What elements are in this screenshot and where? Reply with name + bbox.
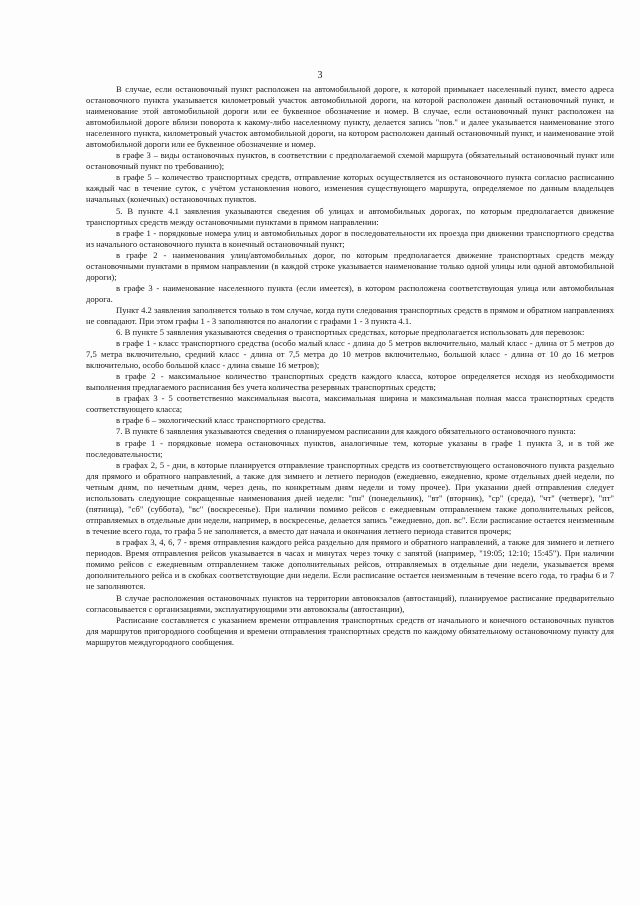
paragraph: в графе 3 – виды остановочных пунктов, в соответствии с предполагаемой схемой маршрута (обязательный остановочный пункт или остановочный пункт по требованию); [86,150,614,172]
paragraph: в графе 1 - порядковые номера остановочных пунктов, аналогичные тем, которые указаны в графе 1 пункта 3, и в той же последовательности; [86,437,614,459]
paragraph: 6. В пункте 5 заявления указываются сведения о транспортных средствах, которые предполагается использовать для перевозок: [116,327,585,338]
paragraph: в графе 2 - максимальное количество транспортных средств каждого класса, которое определяется исходя из необходимости выполнения предлагаемого расписания без учета количества резервных транспортных средств; [86,371,614,393]
paragraph: В случае, если остановочный пункт расположен на автомобильной дороге, к которой примыкает населенный пункт, вместо адреса остановочного пункта указывается километровый участок автомобильной дороги, на которой расположен данный остановочный пункт, и наименование этой автомобильной дороги или ее буквенное обозначение и номер. В случае, если остановочный пункт расположен на автомобильной дороге вблизи поворота к какому-либо населенному пункту, делается запись "пов." и далее указывается наименование этого населенного пункта, километровый участок автомобильной дороги, на котором расположен данный остановочный пункт, и наименование этой автомобильной дороги или ее буквенное обозначение и номер. [86,84,614,150]
paragraph: 5. В пункте 4.1 заявления указываются сведения об улицах и автомобильных дорогах, по которым предполагается движение транспортных средств между остановочными пунктами в прямом направлении: [86,205,614,227]
paragraph: в графах 2, 5 - дни, в которые планируется отправление транспортных средств из соответствующего остановочного пункта раздельно для прямого и обратного направлений, а также для зимнего и летнего периодов (ежедневно, ежедневно, кроме отдельных дней недели, по четным дням, по нечетным дням, через день, по конкретным дням недели и тому прочее). При указании дней отправления следует использовать следующие сокращенные наименования дней недели: "пн" (понедельник), "вт" (вторник), "ср" (среда), "чт" (четверг), "пт" (пятница), "сб" (суббота), "вс" (воскресенье). При наличии помимо рейсов с ежедневным отправлением также дополнительных рейсов, отправляемых в отдельные дни недели, например, в воскресенье, делается запись "ежедневно, доп. вс". Если расписание остается неизменным в течение всего года, то графа 5 не заполняется, а вместо дат начала и окончания летнего периода ставится прочерк; [86,459,614,536]
paragraph: Пункт 4.2 заявления заполняется только в том случае, когда пути следования транспортных средств в прямом и обратном направлениях не совпадают. При этом графы 1 - 3 заполняются по аналогии с графами 1 - 3 пункта 4.1. [86,304,614,326]
paragraph: в графе 5 – количество транспортных средств, отправление которых осуществляется из остановочного пункта согласно расписанию каждый час в течение суток, с учётом установления нового, изменения существующего маршрута, определяемое по данным владельцев начальных (конечных) остановочных пунктов. [86,172,614,205]
paragraph: в графе 1 - порядковые номера улиц и автомобильных дорог в последовательности их проезда при движении транспортного средства из начального остановочного пункта в конечный остановочный пункт; [86,227,614,249]
page-number: 3 [317,70,323,81]
paragraph: в графах 3, 4, 6, 7 - время отправления каждого рейса раздельно для прямого и обратного направлений, а также для зимнего и летнего периодов. Время отправления рейсов указывается в часах и минутах через точку с запятой (например, "19:05; 12:10; 15:45"). При наличии помимо рейсов с ежедневным отправлением также дополнительных рейсов, отправляемых в отдельные дни недели, указывается время дополнительного рейса и в скобках соответствующие дни недели. Если расписание остается неизменным в течение всего года, то графы 6 и 7 не заполняются. [86,536,614,592]
paragraph: Расписание составляется с указанием времени отправления транспортных средств от начального и конечного остановочных пунктов для маршрутов пригородного сообщения и времени отправления транспортных средств по каждому обязательному остановочному пункту для маршрутов междугородного сообщения. [86,615,614,648]
paragraph: в графах 3 - 5 соответственно максимальная высота, максимальная ширина и максимальная полная масса транспортных средств соответствующего класса; [86,393,614,415]
paragraph: в графе 3 - наименование населенного пункта (если имеется), в котором расположена соответствующая улица или автомобильная дорога. [86,282,614,304]
paragraph: в графе 2 - наименования улиц/автомобильных дорог, по которым предполагается движение транспортных средств между остановочными пунктами в прямом направлении (в каждой строке указывается наименование только одной улицы или одной автомобильной дороги); [86,249,614,282]
paragraph: в графе 1 - класс транспортного средства (особо малый класс - длина до 5 метров включительно, малый класс - длина от 5 метров до 7,5 метра включительно, средний класс - длина от 7,5 метра до 10 метров включительно, большой класс - длина от 10 до 16 метров включительно, особо большой класс - длина свыше 16 метров); [86,338,614,371]
paragraph: В случае расположения остановочных пунктов на территории автовокзалов (автостанций), планируемое расписание предварительно согласовывается с организациями, эксплуатирующими эти автовокзалы (автостанции), [86,593,614,615]
paragraph: 7. В пункте 6 заявления указываются сведения о планируемом расписании для каждого обязательного остановочного пункта: [116,426,576,437]
paragraph: в графе 6 – экологический класс транспортного средства. [116,415,326,426]
document-body [86,84,614,648]
